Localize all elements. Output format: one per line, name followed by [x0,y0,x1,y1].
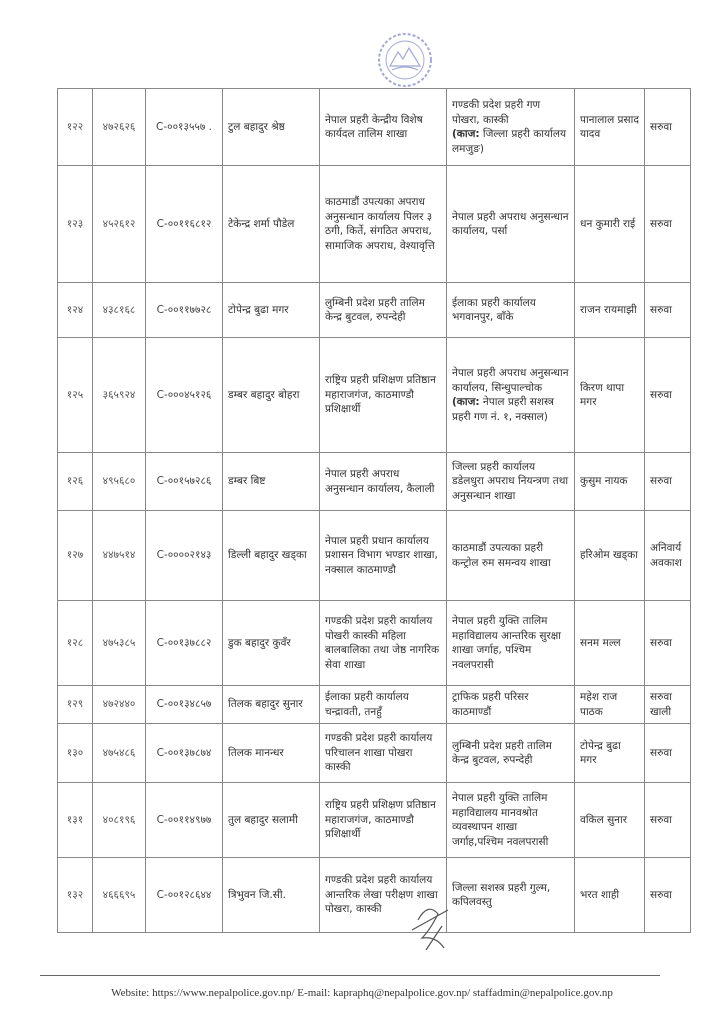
employee-name: डिल्ली बहादुर खड्का [223,511,320,601]
new-office: ईलाका प्रहरी कार्यालय भगवानपुर, बाँके [447,283,575,338]
employee-name: टेकेन्द्र शर्मा पौडेल [223,166,320,283]
current-office: नेपाल प्रहरी प्रधान कार्यालय प्रशासन विभाग भण्डार शाखा, नक्साल काठमाण्डौ [320,511,447,601]
new-office: नेपाल प्रहरी युक्ति तालिम महाविद्यालय आन्तरिक सुरक्षा शाखा जर्गाह, पश्चिम नवलपरासी [447,601,575,686]
replacement-name: हरिओम खड्का [575,511,645,601]
serial-number: १२७ [58,511,93,601]
new-office: जिल्ला प्रहरी कार्यालय डडेलधुरा अपराध नियन्त्रण तथा अनुसन्धान शाखा [447,453,575,511]
current-office: गण्डकी प्रदेश प्रहरी कार्यालय आन्तरिक लेखा परीक्षण शाखा पोखरा, कास्की [320,858,447,933]
replacement-name: पानालाल प्रसाद यादव [575,89,645,166]
employee-name: टुल बहादुर श्रेष्ठ [223,89,320,166]
police-id: ४५२६१२ [93,166,146,283]
serial-number: १२२ [58,89,93,166]
employee-code: C-००१२८६४४ [146,858,223,933]
current-office: ईलाका प्रहरी कार्यालय चन्द्रावती, तनहुँ [320,686,447,724]
employee-code: C-००१३४८५७ [146,686,223,724]
new-office: लुम्बिनी प्रदेश प्रहरी तालिम केन्द्र बुटवल, रुपन्देही [447,724,575,783]
serial-number: १२८ [58,601,93,686]
police-id: ४३८१६८ [93,283,146,338]
employee-name: डम्बर बहादुर बोहरा [223,338,320,453]
police-id: ४४७५१४ [93,511,146,601]
police-id: ४७५३८५ [93,601,146,686]
footer-contact: Website: https://www.nepalpolice.gov.np/ E-mail: kapraphq@nepalpolice.gov.np/ staffadmin@nepalpolice.gov.np [111,987,613,999]
serial-number: १२५ [58,338,93,453]
current-office: गण्डकी प्रदेश प्रहरी कार्यालय परिचालन शाखा पोखरा कास्की [320,724,447,783]
replacement-name: सनम मल्ल [575,601,645,686]
new-office: ट्राफिक प्रहरी परिसर काठमाण्डौं [447,686,575,724]
remark: सरुवा [645,283,691,338]
employee-code: C-००१५७२८६ [146,453,223,511]
serial-number: १२४ [58,283,93,338]
employee-name: तुल बहादुर सलामी [223,783,320,858]
new-office: गण्डकी प्रदेश प्रहरी गण पोखरा, कास्की (काज: जिल्ला प्रहरी कार्यालय लमजुङ) [447,89,575,166]
employee-code: C-००१३७८८२ [146,601,223,686]
police-id: ४९५६८० [93,453,146,511]
current-office: काठमाडौं उपत्यका अपराध अनुसन्धान कार्यालय पिलर ३ ठगी, किर्ते, संगठित अपराध, सामाजिक अपराध, वेश्यावृत्ति [320,166,447,283]
table-row [58,858,691,933]
new-office: जिल्ला सशस्त्र प्रहरी गुल्म, कपिलवस्तु [447,858,575,933]
serial-number: १२३ [58,166,93,283]
table-row [58,601,691,686]
remark: सरुवा [645,338,691,453]
current-office: नेपाल प्रहरी केन्द्रीय विशेष कार्यदल तालिम शाखा [320,89,447,166]
table-row [58,89,691,166]
employee-name: डुक बहादुर कुवँर [223,601,320,686]
table-row [58,511,691,601]
employee-name: तिलक मानन्धर [223,724,320,783]
serial-number: १३२ [58,858,93,933]
table-row [58,724,691,783]
personnel-transfer-table [57,88,691,933]
remark: सरुवा [645,453,691,511]
table-row [58,166,691,283]
table-row [58,338,691,453]
employee-code: C-००१३५५७ . [146,89,223,166]
replacement-name: भरत शाही [575,858,645,933]
deputation-label: (काज: [452,128,480,140]
employee-code: C-००११६८१२ [146,166,223,283]
new-office: नेपाल प्रहरी युक्ति तालिम महाविद्यालय मानवश्रोत व्यवस्थापन शाखा जर्गाह,पश्चिम नवलपरासी [447,783,575,858]
serial-number: १३१ [58,783,93,858]
employee-code: C-०००४५१२६ [146,338,223,453]
table-row [58,283,691,338]
remark: सरुवा [645,858,691,933]
police-id: ४६६६९५ [93,858,146,933]
current-office: नेपाल प्रहरी अपराध अनुसन्धान कार्यालय, कैलाली [320,453,447,511]
remark: सरुवा [645,166,691,283]
table-row [58,686,691,724]
new-office: नेपाल प्रहरी अपराध अनुसन्धान कार्यालय, सिन्धुपाल्चोक (काज: नेपाल प्रहरी सशस्त्र प्रहरी गण नं. १, नक्साल) [447,338,575,453]
police-id: ३६५९२४ [93,338,146,453]
remark: सरुवा [645,89,691,166]
replacement-name: किरण थापा मगर [575,338,645,453]
replacement-name: कुसुम नायक [575,453,645,511]
police-id: ४७२६२६ [93,89,146,166]
remark: अनिवार्य अवकाश [645,511,691,601]
employee-code: C-००११७७२८ [146,283,223,338]
remark: सरुवा [645,724,691,783]
current-office: गण्डकी प्रदेश प्रहरी कार्यालय पोखरी कास्की महिला बालबालिका तथा जेष्ठ नागरिक सेवा शाखा [320,601,447,686]
current-office: राष्ट्रिय प्रहरी प्रशिक्षण प्रतिष्ठान महाराजगंज, काठमाण्डौ प्रशिक्षार्थी [320,783,447,858]
deputation-label: (काज: [452,396,480,408]
footer-divider [40,975,660,976]
new-office: काठमाडौं उपत्यका प्रहरी कन्ट्रोल रुम समन्वय शाखा [447,511,575,601]
employee-name: तिलक बहादुर सुनार [223,686,320,724]
table-row [58,453,691,511]
serial-number: १२६ [58,453,93,511]
remark: सरुवा [645,601,691,686]
remark: सरुवा [645,783,691,858]
current-office: राष्ट्रिय प्रहरी प्रशिक्षण प्रतिष्ठान महाराजगंज, काठमाण्डौ प्रशिक्षार्थी [320,338,447,453]
employee-name: टोपेन्द्र बुढा मगर [223,283,320,338]
new-office: नेपाल प्रहरी अपराध अनुसन्धान कार्यालय, पर्सा [447,166,575,283]
police-id: ४०८१९६ [93,783,146,858]
replacement-name: वकिल सुनार [575,783,645,858]
replacement-name: टोपेन्द्र बुढा मगर [575,724,645,783]
police-id: ४७२४४० [93,686,146,724]
employee-name: डम्बर बिष्ट [223,453,320,511]
remark: सरुवा खाली [645,686,691,724]
signature-mark [408,900,454,955]
employee-name: त्रिभुवन जि.सी. [223,858,320,933]
employee-code: C-००१३७८७४ [146,724,223,783]
employee-code: C-००००२१४३ [146,511,223,601]
replacement-name: महेश राज पाठक [575,686,645,724]
serial-number: १३० [58,724,93,783]
police-id: ४७५४८६ [93,724,146,783]
employee-code: C-००११४९७७ [146,783,223,858]
current-office: लुम्बिनी प्रदेश प्रहरी तालिम केन्द्र बुटवल, रुपन्देही [320,283,447,338]
replacement-name: धन कुमारी राई [575,166,645,283]
serial-number: १२९ [58,686,93,724]
replacement-name: राजन रायमाझी [575,283,645,338]
table-row [58,783,691,858]
